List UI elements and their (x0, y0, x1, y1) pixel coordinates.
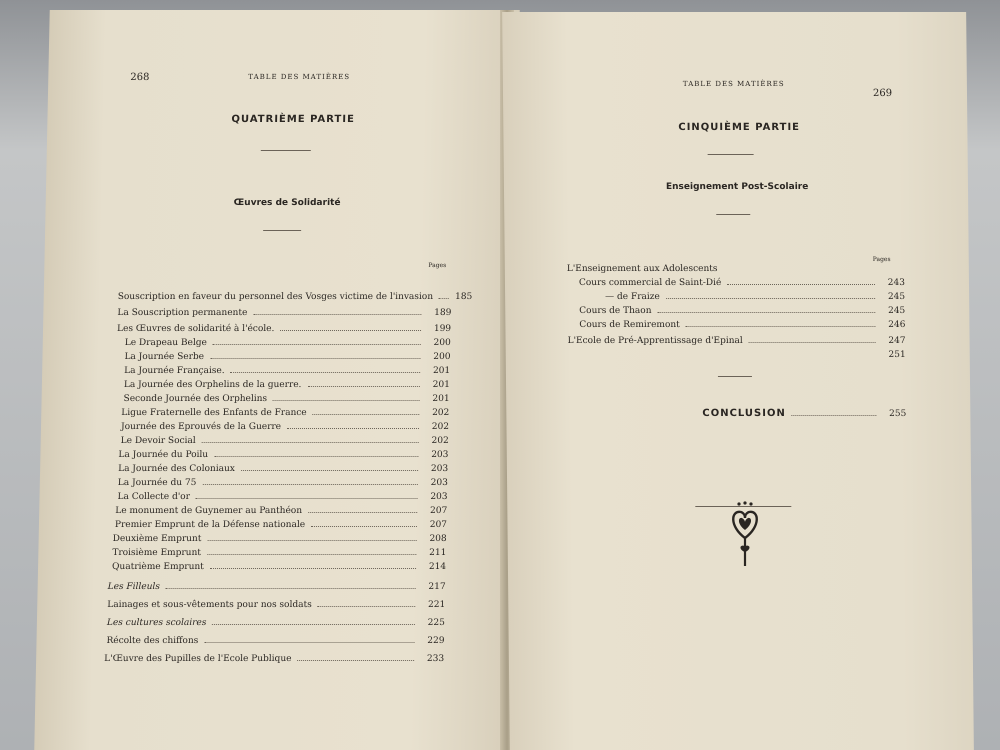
toc-entry-label: Premier Emprunt de la Défense nationale (114, 520, 306, 530)
left-section-title: Œuvres de Solidarité (233, 198, 341, 208)
toc-entry-page: 245 (887, 292, 906, 302)
toc-entry (118, 478, 448, 488)
toc-entry (113, 534, 447, 544)
toc-entry (124, 352, 450, 362)
toc-entry-page: 185 (454, 292, 473, 302)
left-page-number: 268 (130, 72, 150, 83)
toc-entry-page: 211 (429, 548, 447, 558)
toc-entry-page: 243 (887, 278, 906, 288)
toc-entry-label: Les Filleuls (107, 582, 161, 592)
toc-entry-label: Troisième Emprunt (112, 548, 202, 558)
leader-dots (287, 428, 419, 429)
toc-entry-label: Journée des Eprouvés de la Guerre (120, 422, 282, 432)
toc-entry-label: La Journée Serbe (124, 352, 205, 362)
toc-entry-page: 229 (427, 636, 445, 646)
left-page (34, 10, 520, 750)
toc-entry-label: L'Enseignement aux Adolescents (566, 264, 718, 274)
conclusion-label: CONCLUSION (702, 408, 786, 419)
toc-entry-label: Quatrième Emprunt (111, 562, 204, 572)
toc-entry (567, 264, 905, 274)
toc-entry (112, 562, 446, 572)
left-pages-label: Pages (428, 262, 447, 269)
toc-entry-label: Ligue Fraternelle des Enfants de France (121, 408, 307, 418)
leader-dots (792, 415, 877, 416)
toc-entry-page: 217 (428, 582, 446, 592)
toc-entry-label: Cours commercial de Saint-Dié (578, 278, 722, 288)
divider (718, 376, 752, 377)
toc-entry-label: La Journée du Poilu (118, 450, 209, 460)
leader-dots (207, 554, 416, 555)
toc-entry (123, 394, 449, 404)
toc-entry-label: Le Drapeau Belge (124, 338, 207, 348)
leader-dots (439, 298, 449, 299)
leader-dots (311, 526, 417, 527)
leader-dots (241, 470, 418, 471)
toc-entry (107, 600, 445, 610)
divider (263, 230, 301, 231)
toc-entry-page: 201 (432, 380, 450, 390)
leader-dots (253, 314, 421, 315)
toc-entry (579, 320, 905, 330)
right-running-header: TABLE DES MATIÈRES (682, 80, 785, 88)
toc-entry (117, 492, 447, 502)
toc-entry-label: — de Fraize (605, 292, 660, 302)
toc-entry-label: La Journée du 75 (117, 478, 197, 488)
toc-entry-label: La Journée Française. (124, 366, 225, 376)
toc-entry-page: 221 (427, 600, 446, 610)
toc-entry (125, 338, 451, 348)
toc-entry (124, 366, 450, 376)
fleuron-icon (725, 500, 765, 570)
toc-entry-label: L'Œuvre des Pupilles de l'Ecole Publique (104, 654, 292, 664)
divider (261, 150, 311, 151)
toc-entry-label: Lainages et sous-vêtements pour nos soldats (107, 600, 312, 610)
leader-dots (749, 342, 876, 343)
divider (708, 154, 754, 155)
toc-entry-page: 201 (432, 394, 450, 404)
toc-entry-page: 201 (432, 366, 451, 376)
toc-entry-page: 189 (434, 308, 452, 318)
right-page (502, 12, 974, 750)
conclusion-page: 255 (889, 409, 907, 419)
leader-dots (666, 298, 875, 299)
toc-entry (118, 464, 448, 474)
toc-entry (605, 292, 905, 302)
right-section-title: Enseignement Post-Scolaire (665, 182, 809, 192)
leader-dots (231, 372, 421, 373)
toc-entry-page: 202 (431, 422, 450, 432)
leader-dots (207, 540, 416, 541)
leader-dots (273, 400, 420, 401)
toc-entry (117, 324, 451, 334)
conclusion-entry (702, 408, 906, 419)
toc-entry (579, 278, 905, 288)
toc-entry (107, 618, 445, 628)
toc-entry (115, 506, 447, 516)
toc-entry-page: 245 (888, 306, 906, 316)
toc-entry (568, 350, 906, 360)
toc-entry (106, 636, 444, 646)
toc-entry-page: 207 (429, 506, 448, 516)
toc-entry (108, 582, 446, 592)
leader-dots (204, 642, 414, 643)
toc-entry-page: 203 (430, 478, 448, 488)
toc-entry-page: 203 (430, 464, 449, 474)
toc-entry (568, 336, 906, 346)
toc-entry-label: Les Œuvres de solidarité à l'école. (116, 324, 275, 334)
toc-entry-page: 203 (430, 492, 448, 502)
leader-dots (297, 660, 414, 661)
leader-dots (212, 624, 415, 625)
leader-dots (686, 326, 876, 327)
toc-entry-page: 202 (431, 436, 449, 446)
toc-entry-page: 208 (429, 534, 447, 544)
leader-dots (727, 284, 875, 285)
toc-entry (118, 450, 448, 460)
left-running-header: TABLE DES MATIÈRES (248, 73, 351, 81)
toc-entry-label: La Collecte d'or (117, 492, 191, 502)
divider (716, 214, 750, 215)
toc-entry (115, 520, 447, 530)
toc-entry-label: Seconde Journée des Orphelins (123, 394, 268, 404)
right-page-number: 269 (872, 88, 893, 99)
toc-entry-label: Deuxième Emprunt (112, 534, 202, 544)
toc-entry (121, 408, 449, 418)
toc-entry-label: Souscription en faveur du personnel des Vosges victime de l'invasion (117, 292, 434, 302)
toc-entry-label: Cours de Thaon (579, 306, 652, 316)
leader-dots (280, 330, 421, 331)
toc-entry-page: 200 (433, 352, 451, 362)
toc-entry-label: Les cultures scolaires (106, 618, 207, 628)
toc-entry-page: 247 (888, 336, 906, 346)
toc-entry (579, 306, 905, 316)
leader-dots (202, 484, 418, 485)
leader-dots (313, 414, 420, 415)
leader-dots (214, 456, 418, 457)
leader-dots (202, 442, 419, 443)
toc-entry-page: 203 (431, 450, 449, 460)
leader-dots (210, 358, 420, 359)
toc-entry-page: 251 (888, 350, 906, 360)
toc-entry-page: 202 (432, 408, 450, 418)
toc-entry-label: Cours de Remiremont (579, 320, 680, 330)
leader-dots (210, 568, 416, 569)
toc-entry-label: Récolte des chiffons (106, 636, 199, 646)
toc-entry (104, 654, 444, 664)
toc-entry-page: 214 (428, 562, 447, 572)
toc-entry-page: 225 (427, 618, 446, 628)
toc-entry (117, 292, 473, 302)
toc-entry-label: La Souscription permanente (117, 308, 248, 318)
leader-dots (196, 498, 418, 499)
left-part-title: QUATRIÈME PARTIE (231, 114, 355, 125)
toc-entry-label: L'Ecole de Pré-Apprentissage d'Epinal (567, 336, 743, 346)
toc-entry (121, 436, 449, 446)
right-pages-label: Pages (872, 256, 891, 263)
toc-entry-label: La Journée des Coloniaux (118, 464, 235, 474)
toc-entry-label: La Journée des Orphelins de la guerre. (123, 380, 302, 390)
toc-entry (124, 380, 450, 390)
toc-entry-page: 233 (426, 654, 445, 664)
toc-entry (121, 422, 449, 432)
toc-entry-page: 199 (433, 324, 452, 334)
leader-dots (213, 344, 421, 345)
leader-dots (307, 386, 419, 387)
toc-entry-page: 207 (429, 520, 448, 530)
toc-entry-label: Le Devoir Social (120, 436, 196, 446)
toc-entry (117, 308, 451, 318)
leader-dots (318, 606, 416, 607)
toc-entry-label: Le monument de Guynemer au Panthéon (115, 506, 303, 516)
right-part-title: CINQUIÈME PARTIE (678, 122, 801, 133)
toc-entry-page: 200 (433, 338, 451, 348)
toc-entry (112, 548, 446, 558)
toc-entry-page: 246 (888, 320, 906, 330)
leader-dots (657, 312, 875, 313)
leader-dots (308, 512, 417, 513)
leader-dots (166, 588, 416, 589)
